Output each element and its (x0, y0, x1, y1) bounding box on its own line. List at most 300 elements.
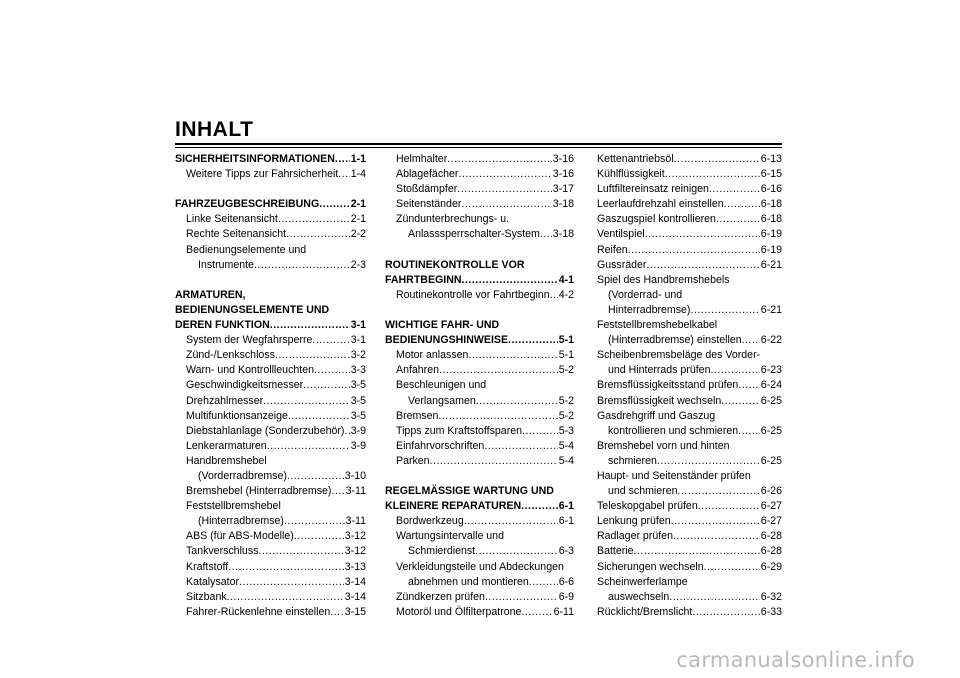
toc-entry-title: Ablagefächer (396, 168, 459, 181)
toc-entry-title: Parken (396, 454, 430, 467)
toc-entry[interactable] (597, 514, 782, 529)
dot-leader (335, 152, 350, 167)
toc-entry[interactable] (385, 605, 574, 620)
dot-leader (458, 167, 551, 182)
toc-page-number: 6-33 (760, 605, 782, 618)
dot-leader (254, 258, 350, 273)
toc-entry-title: Tankverschluss (186, 545, 259, 558)
toc-entry-title: Handbremshebel (186, 454, 267, 467)
dot-leader (331, 484, 344, 499)
toc-page-number: 3-5 (350, 409, 366, 422)
toc-page-number: 3-17 (552, 183, 574, 196)
toc-page-number: 3-9 (350, 439, 366, 452)
toc-entry[interactable] (385, 197, 574, 212)
toc-entry-title: abnehmen und montieren (408, 575, 529, 588)
toc-entry-title: REGELMÄSSIGE WARTUNG UND (385, 485, 554, 498)
dot-leader (716, 212, 760, 227)
toc-entry-title: Weitere Tipps zur Fahrsicherheit (186, 168, 339, 181)
dot-leader (738, 424, 760, 439)
toc-page-number: 3-14 (344, 590, 366, 603)
toc-spacer (385, 243, 574, 258)
toc-entry-title: DEREN FUNKTION (175, 319, 270, 332)
dot-leader (303, 378, 350, 393)
dot-leader (628, 243, 760, 258)
toc-page-number: 5-2 (558, 364, 574, 377)
toc-page-number: 4-1 (558, 273, 574, 286)
toc-entry[interactable] (597, 394, 782, 409)
toc-entry-title: Wartungsintervalle und (396, 530, 504, 543)
toc-page-number: 4-2 (558, 288, 574, 301)
toc-entry[interactable] (175, 544, 366, 559)
dot-leader (330, 605, 344, 620)
toc-entry[interactable] (175, 318, 366, 333)
toc-entry-title: Haupt- und Seitenständer prüfen (597, 469, 751, 482)
toc-entry-continued (175, 499, 366, 514)
toc-entry-title: Warn- und Kontrollleuchten (186, 364, 314, 377)
toc-entry[interactable] (175, 484, 366, 499)
toc-entry-continued (385, 258, 574, 273)
toc-page-number: 5-2 (558, 409, 574, 422)
toc-entry[interactable] (597, 258, 782, 273)
toc-entry[interactable] (385, 544, 574, 559)
toc-entry-continued (385, 484, 574, 499)
toc-entry[interactable] (597, 243, 782, 258)
toc-entry-title: Bremshebel (Hinterradbremse) (186, 485, 332, 498)
dot-leader (634, 544, 760, 559)
toc-page-number: 6-21 (760, 303, 782, 316)
toc-entry-continued (385, 560, 574, 575)
toc-entry-title: Rechte Seitenansicht (186, 228, 287, 241)
toc-entry[interactable] (385, 182, 574, 197)
toc-entry-title: Bordwerkzeug (396, 515, 464, 528)
toc-entry-title: Radlager prüfen (597, 530, 673, 543)
toc-entry-title: ARMATUREN, (175, 288, 246, 301)
toc-entry-title: Sitzbank (186, 590, 227, 603)
dot-leader (646, 258, 759, 273)
toc-entry[interactable] (597, 378, 782, 393)
toc-entry-title: ABS (für ABS-Modelle) (186, 530, 294, 543)
toc-entry-continued (597, 575, 782, 590)
toc-page-number: 3-11 (345, 515, 366, 528)
toc-entry-title: Zünd-/Lenkschloss (186, 349, 275, 362)
toc-entry-title: System der Wegfahrsperre (186, 334, 313, 347)
toc-entry[interactable] (175, 605, 366, 620)
toc-entry[interactable] (597, 424, 782, 439)
toc-page-number: 6-1 (558, 515, 574, 528)
toc-entry-title: Bedienungselemente und (186, 243, 307, 256)
toc-entry[interactable] (175, 575, 366, 590)
toc-entry-continued (175, 288, 366, 303)
toc-entry-title: Bremsflüssigkeit wechseln (597, 394, 722, 407)
toc-page-number: 6-25 (760, 424, 782, 437)
dot-leader (461, 197, 551, 212)
toc-page-number: 6-27 (760, 515, 782, 528)
toc-entry-title: Feststellbremshebelkabel (597, 319, 718, 332)
dot-leader (690, 303, 759, 318)
toc-entry-title: kontrollieren und schmieren (608, 424, 739, 437)
toc-entry-continued (175, 454, 366, 469)
dot-leader (439, 363, 558, 378)
toc-page-number: 5-2 (558, 394, 574, 407)
toc-entry-title: Fahrer-Rückenlehne einstellen (186, 605, 331, 618)
dot-leader (270, 318, 350, 333)
dot-leader (239, 575, 344, 590)
toc-entry-title: Zündkerzen prüfen (396, 590, 485, 603)
toc-entry[interactable] (385, 394, 574, 409)
toc-entry-title: Stoßdämpfer (396, 183, 458, 196)
toc-page-number: 3-5 (350, 379, 366, 392)
toc-entry-title: KLEINERE REPARATUREN (385, 500, 522, 513)
toc-page-number: 6-29 (760, 560, 782, 573)
toc-page-number: 5-3 (558, 424, 574, 437)
toc-page-number: 6-25 (760, 454, 782, 467)
toc-page-number: 6-28 (760, 530, 782, 543)
toc-page-number: 6-15 (760, 168, 782, 181)
toc-entry-title: und schmieren (608, 485, 678, 498)
dot-leader (457, 182, 552, 197)
toc-entry[interactable] (385, 409, 574, 424)
toc-entry-title: Katalysator (186, 575, 239, 588)
toc-entry-title: Zündunterbrechungs- u. (396, 213, 510, 226)
toc-page-number: 3-16 (552, 168, 574, 181)
dot-leader (319, 197, 349, 212)
toc-entry[interactable] (597, 212, 782, 227)
toc-entry[interactable] (175, 333, 366, 348)
toc-page-number: 3-1 (350, 319, 366, 332)
toc-entry-title: WICHTIGE FAHR- UND (385, 319, 500, 332)
toc-entry-title: Luftfiltereinsatz reinigen (597, 183, 709, 196)
toc-page-number: 2-1 (350, 198, 366, 211)
dot-leader (508, 333, 558, 348)
dot-leader (263, 394, 350, 409)
dot-leader (671, 514, 760, 529)
toc-page-number: 3-18 (552, 228, 574, 241)
dot-leader (294, 529, 344, 544)
dot-leader (338, 167, 349, 182)
toc-page-number: 6-28 (760, 545, 782, 558)
toc-entry-continued (597, 288, 782, 303)
toc-page-number: 5-4 (558, 439, 574, 452)
toc-entry-title: Kraftstoff (186, 560, 229, 573)
toc-page-number: 6-3 (558, 545, 574, 558)
dot-leader (709, 182, 760, 197)
toc-entry[interactable] (175, 529, 366, 544)
toc-entry-title: FAHRZEUGBESCHREIBUNG (175, 198, 320, 211)
toc-page-number: 3-16 (552, 153, 574, 165)
toc-page-number: 6-32 (760, 590, 782, 603)
toc-entry[interactable] (385, 333, 574, 348)
toc-entry[interactable] (597, 484, 782, 499)
dot-leader (692, 605, 759, 620)
toc-entry[interactable] (385, 575, 574, 590)
toc-page-number: 6-9 (558, 590, 574, 603)
toc-entry[interactable] (175, 363, 366, 378)
dot-leader (438, 409, 557, 424)
toc-entry-continued (597, 273, 782, 288)
toc-spacer (385, 469, 574, 484)
toc-page-number: 6-27 (760, 500, 782, 513)
toc-entry-title: Linke Seitenansicht (186, 213, 278, 226)
toc-entry[interactable] (597, 544, 782, 559)
toc-page-number: 5-1 (558, 349, 574, 362)
toc-entry-title: Lenkerarmaturen (186, 439, 267, 452)
toc-entry-continued (597, 439, 782, 454)
toc-entry[interactable] (175, 212, 366, 227)
toc-entry[interactable] (175, 167, 366, 182)
dot-leader (287, 469, 344, 484)
toc-entry-title: Rücklicht/Bremslicht (597, 605, 693, 618)
watermark: carmanualsonline.info (676, 648, 915, 672)
toc-page-number: 6-21 (760, 258, 782, 271)
toc-column-3 (597, 152, 782, 620)
toc-entry-title: BEDIENUNGSELEMENTE UND (175, 303, 330, 316)
toc-entry[interactable] (597, 454, 782, 469)
toc-entry-continued (175, 243, 366, 258)
dot-leader (724, 197, 760, 212)
toc-entry-title: Bremsen (396, 409, 439, 422)
toc-entry[interactable] (175, 409, 366, 424)
toc-entry-title: (Vorderradbremse) (198, 469, 287, 482)
dot-leader (704, 560, 760, 575)
toc-entry-title: Tipps zum Kraftstoffsparen (396, 424, 523, 437)
toc-entry[interactable] (385, 288, 574, 303)
toc-entry[interactable] (385, 152, 574, 167)
toc-page-number: 3-12 (344, 530, 366, 543)
toc-entry[interactable] (385, 590, 574, 605)
toc-entry[interactable] (597, 605, 782, 620)
toc-entry[interactable] (175, 258, 366, 273)
dot-leader (522, 424, 558, 439)
dot-leader (284, 514, 345, 529)
toc-entry-title: Spiel des Handbremshebels (597, 273, 730, 286)
dot-leader (521, 605, 552, 620)
toc-page-number: 2-3 (350, 258, 366, 271)
toc-entry-title: Routinekontrolle vor Fahrtbeginn (396, 288, 550, 301)
toc-page-number: 6-18 (760, 213, 782, 226)
dot-leader (227, 590, 344, 605)
dot-leader (314, 363, 350, 378)
toc-column-1 (175, 152, 366, 620)
dot-leader (430, 454, 558, 469)
toc-entry[interactable] (597, 227, 782, 242)
toc-entry[interactable] (175, 514, 366, 529)
dot-leader (550, 288, 558, 303)
toc-entry-title: Helmhalter (396, 153, 448, 165)
toc-entry-continued (385, 378, 574, 393)
dot-leader (485, 590, 558, 605)
toc-page-number: 6-1 (558, 500, 574, 513)
dot-leader (674, 152, 760, 167)
toc-entry-title: Scheinwerferlampe (597, 575, 688, 588)
toc-entry[interactable] (175, 394, 366, 409)
toc-page-number: 6-22 (760, 334, 782, 347)
toc-entry[interactable] (597, 333, 782, 348)
toc-entry[interactable] (597, 303, 782, 318)
dot-leader (738, 378, 759, 393)
toc-page-number: 3-10 (344, 469, 366, 482)
toc-entry-title: Diebstahlanlage (Sonderzubehör) (186, 424, 345, 437)
toc-entry[interactable] (597, 499, 782, 514)
toc-entry[interactable] (385, 454, 574, 469)
toc-entry-continued (597, 469, 782, 484)
toc-entry-title: Einfahrvorschriften (396, 439, 485, 452)
toc-page-number: 3-18 (552, 198, 574, 211)
toc-entry[interactable] (175, 590, 366, 605)
toc-entry[interactable] (597, 167, 782, 182)
toc-entry-title: Kühlflüssigkeit (597, 168, 665, 181)
toc-entry[interactable] (175, 227, 366, 242)
toc-page-number: 6-25 (760, 394, 782, 407)
toc-entry[interactable] (597, 152, 782, 167)
dot-leader (278, 212, 350, 227)
dot-leader (464, 514, 558, 529)
toc-entry-title: Verkleidungsteile und Abdeckungen (396, 560, 564, 573)
toc-entry[interactable] (597, 560, 782, 575)
dot-leader (267, 439, 350, 454)
toc-entry-title: Bremsflüssigkeitsstand prüfen (597, 379, 739, 392)
toc-entry-title: Gaszugspiel kontrollieren (597, 213, 716, 226)
toc-page-number: 3-15 (344, 605, 366, 618)
dot-leader (669, 590, 760, 605)
toc-entry[interactable] (175, 560, 366, 575)
toc-entry[interactable] (597, 197, 782, 212)
toc-page-number: 3-2 (350, 349, 366, 362)
toc-page-number: 5-1 (558, 334, 574, 347)
toc-entry-title: Reifen (597, 243, 628, 256)
toc-entry-title: (Vorderrad- und (608, 288, 683, 301)
toc-entry[interactable] (597, 529, 782, 544)
title-rule (175, 143, 782, 145)
toc-entry-continued (385, 529, 574, 544)
toc-page-number: 2-1 (350, 213, 366, 226)
dot-leader (540, 227, 552, 242)
toc-entry-continued (597, 318, 782, 333)
toc-entry[interactable] (175, 378, 366, 393)
toc-entry[interactable] (597, 363, 782, 378)
toc-entry-continued (385, 212, 574, 227)
toc-page-number: 1-1 (350, 153, 366, 165)
toc-page-number: 6-11 (553, 605, 574, 618)
toc-spacer (385, 303, 574, 318)
toc-entry-title: Motoröl und Ölfilterpatrone (396, 605, 522, 618)
toc-entry-title: (Hinterradbremse) (198, 515, 284, 528)
toc-entry[interactable] (175, 152, 366, 167)
toc-page-number: 6-18 (760, 198, 782, 211)
toc-page-number: 6-23 (760, 364, 782, 377)
toc-page-number: 2-2 (350, 228, 366, 241)
toc-entry-continued (597, 348, 782, 363)
toc-page-number: 3-12 (344, 545, 366, 558)
dot-leader (529, 575, 558, 590)
dot-leader (476, 394, 558, 409)
toc-entry-continued (597, 409, 782, 424)
dot-leader (275, 348, 350, 363)
toc-page-number: 6-6 (558, 575, 574, 588)
toc-entry[interactable] (175, 424, 366, 439)
toc-page-number: 5-4 (558, 454, 574, 467)
toc-entry-title: Verlangsamen (408, 394, 476, 407)
toc-entry[interactable] (175, 348, 366, 363)
dot-leader (721, 394, 760, 409)
dot-leader (665, 167, 760, 182)
toc-spacer (175, 182, 366, 197)
dot-leader (258, 544, 343, 559)
dot-leader (673, 529, 760, 544)
toc-page-number: 3-14 (344, 575, 366, 588)
dot-leader (645, 227, 760, 242)
toc-entry[interactable] (385, 439, 574, 454)
toc-entry-title: auswechseln (608, 590, 670, 603)
toc-entry[interactable] (385, 348, 574, 363)
toc-entry[interactable] (385, 499, 574, 514)
page-title: INHALT (175, 118, 254, 141)
toc-entry-title: Instrumente (198, 258, 254, 271)
toc-spacer (175, 273, 366, 288)
toc-entry-title: Seitenständer (396, 198, 462, 211)
dot-leader (312, 333, 349, 348)
toc-entry-continued (175, 303, 366, 318)
toc-entry-title: Bremshebel vorn und hinten (597, 439, 730, 452)
dot-leader (678, 484, 760, 499)
toc-entry-title: Gussräder (597, 258, 647, 271)
toc-entry-title: Multifunktionsanzeige (186, 409, 288, 422)
toc-page-number: 3-1 (350, 334, 366, 347)
toc-entry[interactable] (597, 182, 782, 197)
toc-entry-title: FAHRTBEGINN (385, 273, 462, 286)
toc-entry[interactable] (175, 197, 366, 212)
dot-leader (475, 544, 558, 559)
toc-entry-title: Geschwindigkeitsmesser (186, 379, 304, 392)
toc-page-number: 3-3 (350, 364, 366, 377)
toc-entry-title: Gasdrehgriff und Gaszug (597, 409, 716, 422)
dot-leader (742, 333, 760, 348)
toc-entry[interactable] (597, 590, 782, 605)
toc-entry-title: SICHERHEITSINFORMATIONEN (175, 153, 335, 165)
toc-entry[interactable] (385, 227, 574, 242)
toc-entry-title: Leerlaufdrehzahl einstellen (597, 198, 724, 211)
toc-entry[interactable] (175, 439, 366, 454)
toc-page-number: 3-5 (350, 394, 366, 407)
toc-entry-title: Scheibenbremsbeläge des Vorder- (597, 349, 761, 362)
toc-page-number: 3-13 (344, 560, 366, 573)
toc-entry-title: schmieren (608, 454, 657, 467)
toc-entry[interactable] (385, 514, 574, 529)
toc-entry-title: Anlasssperrschalter-System (408, 228, 540, 241)
dot-leader (710, 363, 759, 378)
dot-leader (521, 499, 558, 514)
toc-page-number: 3-11 (345, 485, 366, 498)
toc-entry[interactable] (175, 469, 366, 484)
toc-entry-title: Lenkung prüfen (597, 515, 671, 528)
dot-leader (228, 560, 344, 575)
toc-entry-title: Schmierdienst (408, 545, 476, 558)
dot-leader (462, 273, 558, 288)
toc-page-number: 6-16 (760, 183, 782, 196)
toc-entry[interactable] (385, 363, 574, 378)
toc-page-number: 6-13 (760, 153, 782, 165)
toc-entry-title: Anfahren (396, 364, 439, 377)
dot-leader (657, 454, 760, 469)
dot-leader (484, 439, 557, 454)
toc-entry[interactable] (385, 424, 574, 439)
toc-entry-title: Kettenantriebsöl (597, 153, 674, 165)
dot-leader (698, 499, 760, 514)
toc-entry-title: und Hinterrads prüfen (608, 364, 711, 377)
toc-entry[interactable] (385, 273, 574, 288)
toc-entry[interactable] (385, 167, 574, 182)
dot-leader (288, 409, 350, 424)
toc-entry-title: Beschleunigen und (396, 379, 487, 392)
